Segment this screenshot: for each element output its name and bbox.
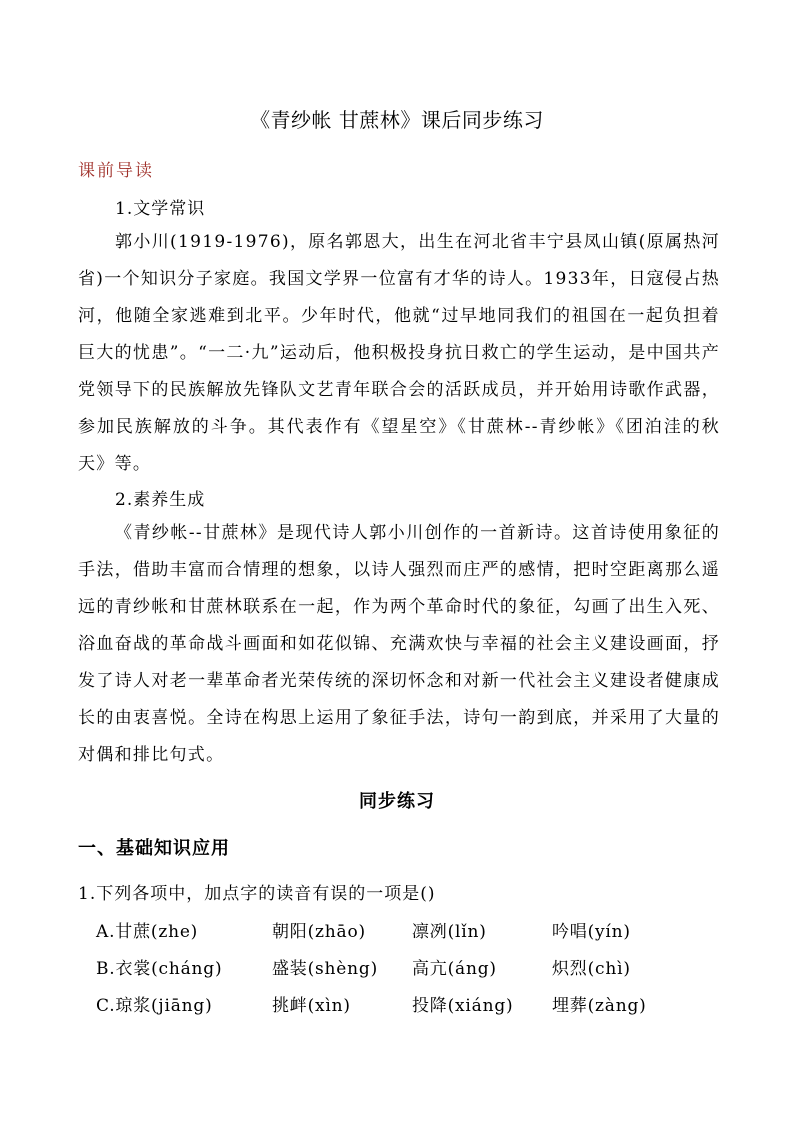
option-a-item-2: 朝阳(zhāo): [272, 922, 366, 942]
sync-practice-heading: 同步练习: [359, 791, 435, 812]
option-b-item-1: B.衣裳(cháng): [96, 959, 223, 979]
preview-section-heading: 课前导读: [78, 161, 154, 181]
option-a-item-4: 吟唱(yín): [552, 922, 631, 942]
part1-heading: 一、基础知识应用: [78, 838, 230, 859]
option-row-a: [96, 917, 736, 947]
option-b-item-4: 炽烈(chì): [552, 959, 631, 979]
option-c-item-2: 挑衅(xìn): [272, 996, 351, 1016]
option-row-b: [96, 954, 736, 984]
option-c-item-1: C.琼浆(jiāng): [96, 996, 213, 1016]
option-b-item-2: 盛装(shèng): [272, 959, 379, 979]
literacy-paragraph: 《青纱帐--甘蔗林》是现代诗人郭小川创作的一首新诗。这首诗使用象征的手法，借助丰富而合情理的想象，以诗人强烈而庄严的感情，把时空距离那么遥远的青纱帐和甘蔗林联系在一起，作为两个革命时代的象征，勾画了出生入死、浴血奋战的革命战斗画面和如花似锦、充满欢快与幸福的社会主义建设画面，抒发了诗人对老一辈革命者光荣传统的深切怀念和对新一代社会主义建设者健康成长的由衷喜悦。全诗在构思上运用了象征手法，诗句一韵到底，并采用了大量的对偶和排比句式。: [78, 523, 720, 765]
option-b-item-3: 高亢(áng): [412, 959, 497, 979]
option-a-item-1: A.甘蔗(zhe): [96, 922, 199, 942]
option-c-item-4: 埋葬(zàng): [552, 996, 647, 1016]
option-c-item-3: 投降(xiáng): [412, 996, 514, 1016]
option-a-item-3: 凛冽(lǐn): [412, 922, 487, 942]
option-row-c: [96, 991, 736, 1021]
literacy-heading: 2.素养生成: [115, 490, 206, 510]
question-1: 1.下列各项中，加点字的读音有误的一项是(): [78, 884, 436, 904]
document-title: 《青纱帐 甘蔗林》课后同步练习: [250, 108, 544, 132]
lit-knowledge-paragraph: 郭小川(1919-1976)，原名郭恩大，出生在河北省丰宁县凤山镇(原属热河省)一个知识分子家庭。我国文学界一位富有才华的诗人。1933年，日寇侵占热河，他随全家逃难到北平。少年时代，他就“过早地同我们的祖国在一起负担着巨大的忧患”。“一二·九”运动后，他积极投身抗日救亡的学生运动，是中国共产党领导下的民族解放先锋队文艺青年联合会的活跃成员，并开始用诗歌作武器，参加民族解放的斗争。其代表作有《望星空》《甘蔗林--青纱帐》《团泊洼的秋天》等。: [78, 232, 720, 474]
lit-knowledge-heading: 1.文学常识: [115, 199, 206, 219]
